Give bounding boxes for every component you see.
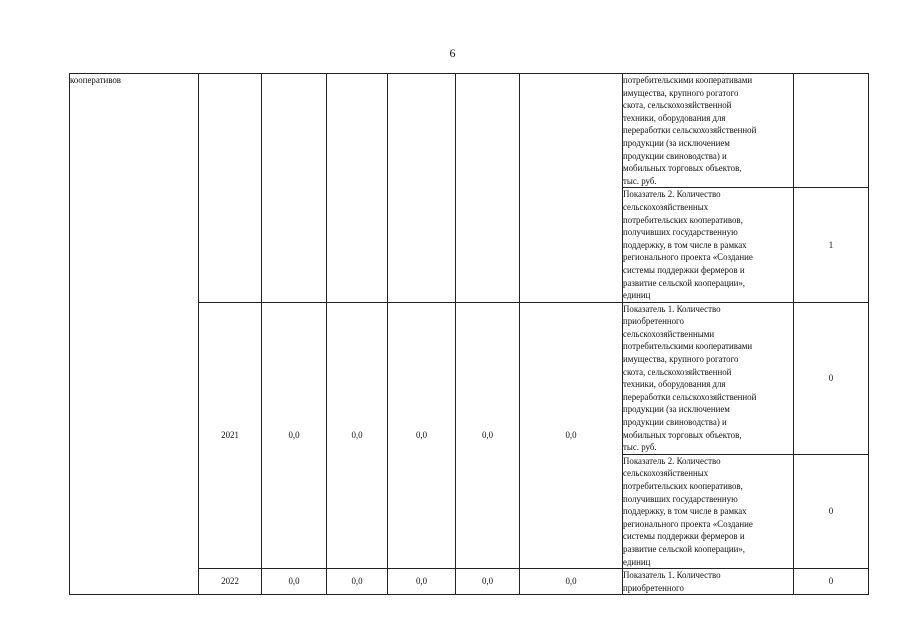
indicator-cell: Показатель 1. Количество приобретенного сельскохозяйственными потребительскими кооперативами имущества, крупного рогатого скота, сельскохозяйственной техники, оборудования для переработки сельскохозяйственной продукции (за исключением продукции свиноводства) и мобильных торговых объектов, тыс. руб. — [623, 302, 794, 454]
program-name-cell: кооперативов — [70, 74, 199, 595]
indicator-value: 0 — [794, 302, 869, 454]
amount-cell: 0,0 — [520, 302, 623, 568]
amount-cell — [327, 74, 388, 303]
amount-cell — [388, 74, 456, 303]
amount-cell: 0,0 — [262, 302, 327, 568]
indicator-value: 0 — [794, 569, 869, 595]
indicator-value — [794, 74, 869, 188]
indicator-cell: потребительскими кооперативами имущества, крупного рогатого скота, сельскохозяйственной техники, оборудования для переработки сельскохозяйственной продукции (за исключением продукции свиноводства) и мобильных торговых объектов, тыс. руб. — [623, 74, 794, 188]
table-row — [70, 74, 869, 188]
page-number: 6 — [449, 46, 456, 60]
indicator-value: 0 — [794, 454, 869, 568]
indicator-cell: Показатель 2. Количество сельскохозяйственных потребительских кооперативов, получивших государственную поддержку, в том числе в рамках регионального проекта «Создание системы поддержки фермеров и развитие сельской кооперации», единиц — [623, 188, 794, 302]
year-cell: 2021 — [199, 302, 262, 568]
amount-cell: 0,0 — [456, 569, 520, 595]
program-table — [69, 73, 869, 595]
indicator-cell: Показатель 1. Количество приобретенного — [623, 569, 794, 595]
amount-cell — [456, 74, 520, 303]
amount-cell: 0,0 — [456, 302, 520, 568]
year-cell: 2022 — [199, 569, 262, 595]
amount-cell — [262, 74, 327, 303]
amount-cell: 0,0 — [327, 569, 388, 595]
year-cell — [199, 74, 262, 303]
indicator-cell: Показатель 2. Количество сельскохозяйственных потребительских кооперативов, получивших государственную поддержку, в том числе в рамках регионального проекта «Создание системы поддержки фермеров и развитие сельской кооперации», единиц — [623, 454, 794, 568]
amount-cell: 0,0 — [388, 302, 456, 568]
amount-cell: 0,0 — [262, 569, 327, 595]
amount-cell — [520, 74, 623, 303]
indicator-value: 1 — [794, 188, 869, 302]
amount-cell: 0,0 — [520, 569, 623, 595]
amount-cell: 0,0 — [327, 302, 388, 568]
amount-cell: 0,0 — [388, 569, 456, 595]
